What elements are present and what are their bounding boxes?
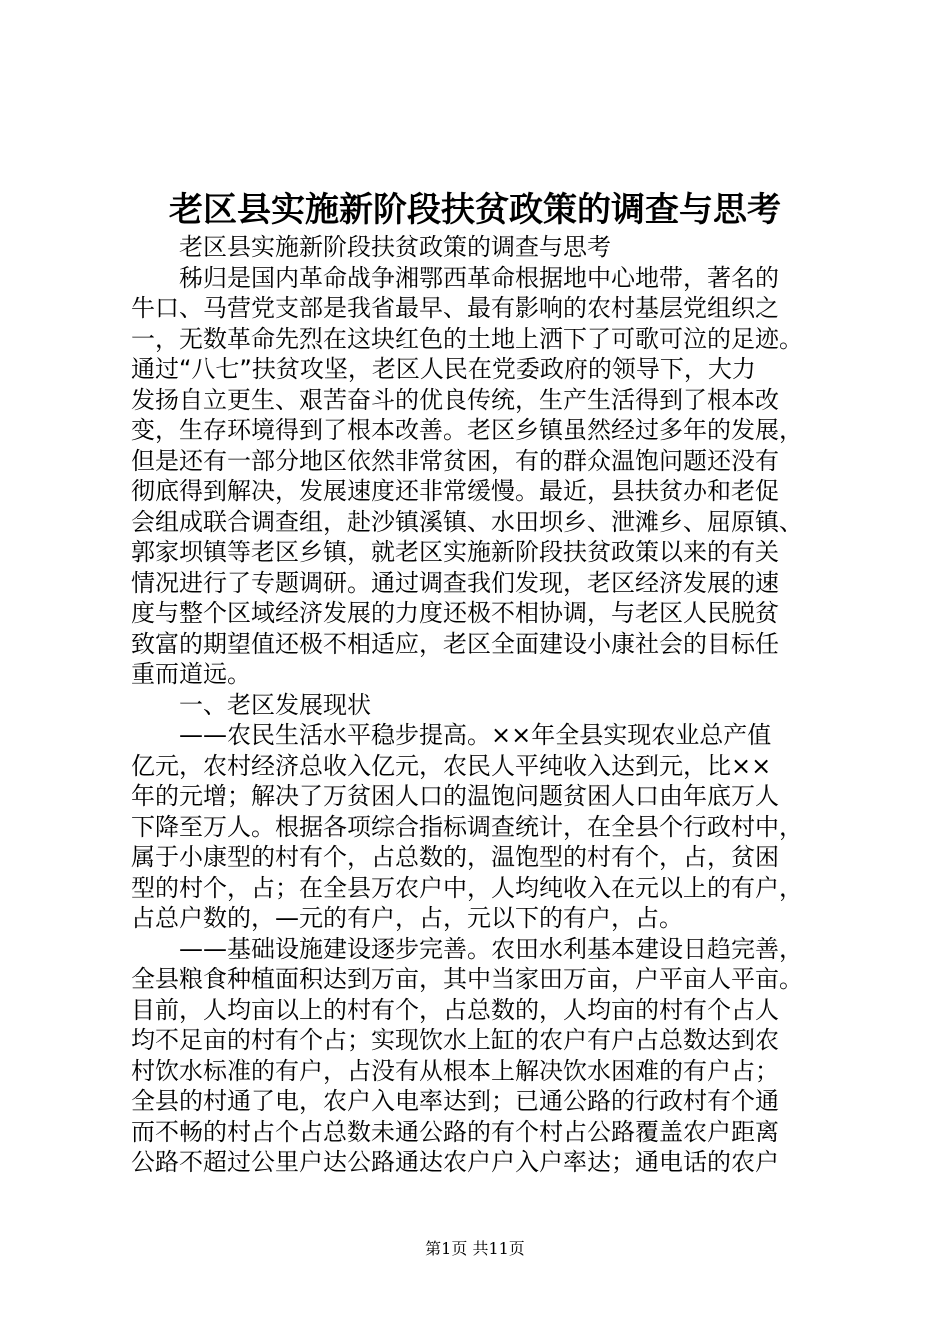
document-body: [131, 232, 831, 1178]
body-text-line: 全县粮食种植面积达到万亩，其中当家田万亩，户平亩人平亩。: [131, 965, 803, 993]
body-text-line: ——基础设施建设逐步完善。农田水利基本建设日趋完善，: [131, 934, 803, 963]
body-text-line: 郭家坝镇等老区乡镇，就老区实施新阶段扶贫政策以来的有关: [131, 538, 779, 566]
body-text-line: 老区县实施新阶段扶贫政策的调查与思考: [131, 233, 611, 261]
body-text-line: 占总户数的，—元的有户，占，元以下的有户，占。: [131, 904, 683, 932]
body-text-line: 一、老区发展现状: [131, 690, 371, 719]
body-text-line: 型的村个，占；在全县万农户中，人均纯收入在元以上的有户，: [131, 873, 803, 902]
body-text-line: 属于小康型的村有个，占总数的，温饱型的村有个，占，贫困: [131, 843, 779, 871]
body-text-line: 一，无数革命先烈在这块红色的土地上洒下了可歌可泣的足迹。: [131, 324, 803, 353]
body-text-line: 致富的期望值还极不相适应，老区全面建设小康社会的目标任: [131, 629, 779, 658]
body-text-line: 发扬自立更生、艰苦奋斗的优良传统，生产生活得到了根本改: [131, 385, 779, 414]
body-text-line: 亿元，农村经济总收入亿元，农民人平纯收入达到元，比××: [131, 751, 772, 780]
body-text-line: 牛口、马营党支部是我省最早、最有影响的农村基层党组织之: [131, 294, 779, 322]
body-text-line: 秭归是国内革命战争湘鄂西革命根据地中心地带，著名的: [131, 263, 779, 292]
body-text-line: 会组成联合调查组，赴沙镇溪镇、水田坝乡、泄滩乡、屈原镇、: [131, 507, 803, 536]
body-text-line: 变，生存环境得到了根本改善。老区乡镇虽然经过多年的发展，: [131, 416, 803, 444]
body-text-line: 通过“八七”扶贫攻坚，老区人民在党委政府的领导下，大力: [131, 355, 756, 383]
body-text-line: 全县的村通了电，农户入电率达到；已通公路的行政村有个通: [131, 1087, 779, 1115]
body-text-line: 下降至万人。根据各项综合指标调查统计，在全县个行政村中，: [131, 812, 803, 841]
body-text-line: 均不足亩的村有个占；实现饮水上缸的农户有户占总数达到农: [131, 1026, 779, 1054]
document-title: 老区县实施新阶段扶贫政策的调查与思考: [169, 190, 781, 230]
body-text-line: 重而道远。: [131, 660, 251, 688]
body-text-line: 年的元增；解决了万贫困人口的温饱问题贫困人口由年底万人: [131, 782, 779, 810]
body-text-line: 度与整个区域经济发展的力度还极不相协调，与老区人民脱贫: [131, 599, 779, 627]
body-text-line: 但是还有一部分地区依然非常贫困，有的群众温饱问题还没有: [131, 446, 779, 475]
body-text-line: ——农民生活水平稳步提高。××年全县实现农业总产值: [131, 721, 772, 749]
body-text-line: 村饮水标准的有户，占没有从根本上解决饮水困难的有户占；: [131, 1056, 779, 1085]
body-text-line: 目前，人均亩以上的村有个，占总数的，人均亩的村有个占人: [131, 995, 779, 1024]
body-text-line: 而不畅的村占个占总数未通公路的有个村占公路覆盖农户距离: [131, 1117, 779, 1146]
body-text-line: 情况进行了专题调研。通过调查我们发现，老区经济发展的速: [131, 568, 779, 597]
body-text-line: 公路不超过公里户达公路通达农户户入户率达；通电话的农户: [131, 1148, 779, 1176]
page-footer: 第1页 共11页: [425, 1239, 525, 1258]
body-text-line: 彻底得到解决，发展速度还非常缓慢。最近，县扶贫办和老促: [131, 477, 779, 505]
